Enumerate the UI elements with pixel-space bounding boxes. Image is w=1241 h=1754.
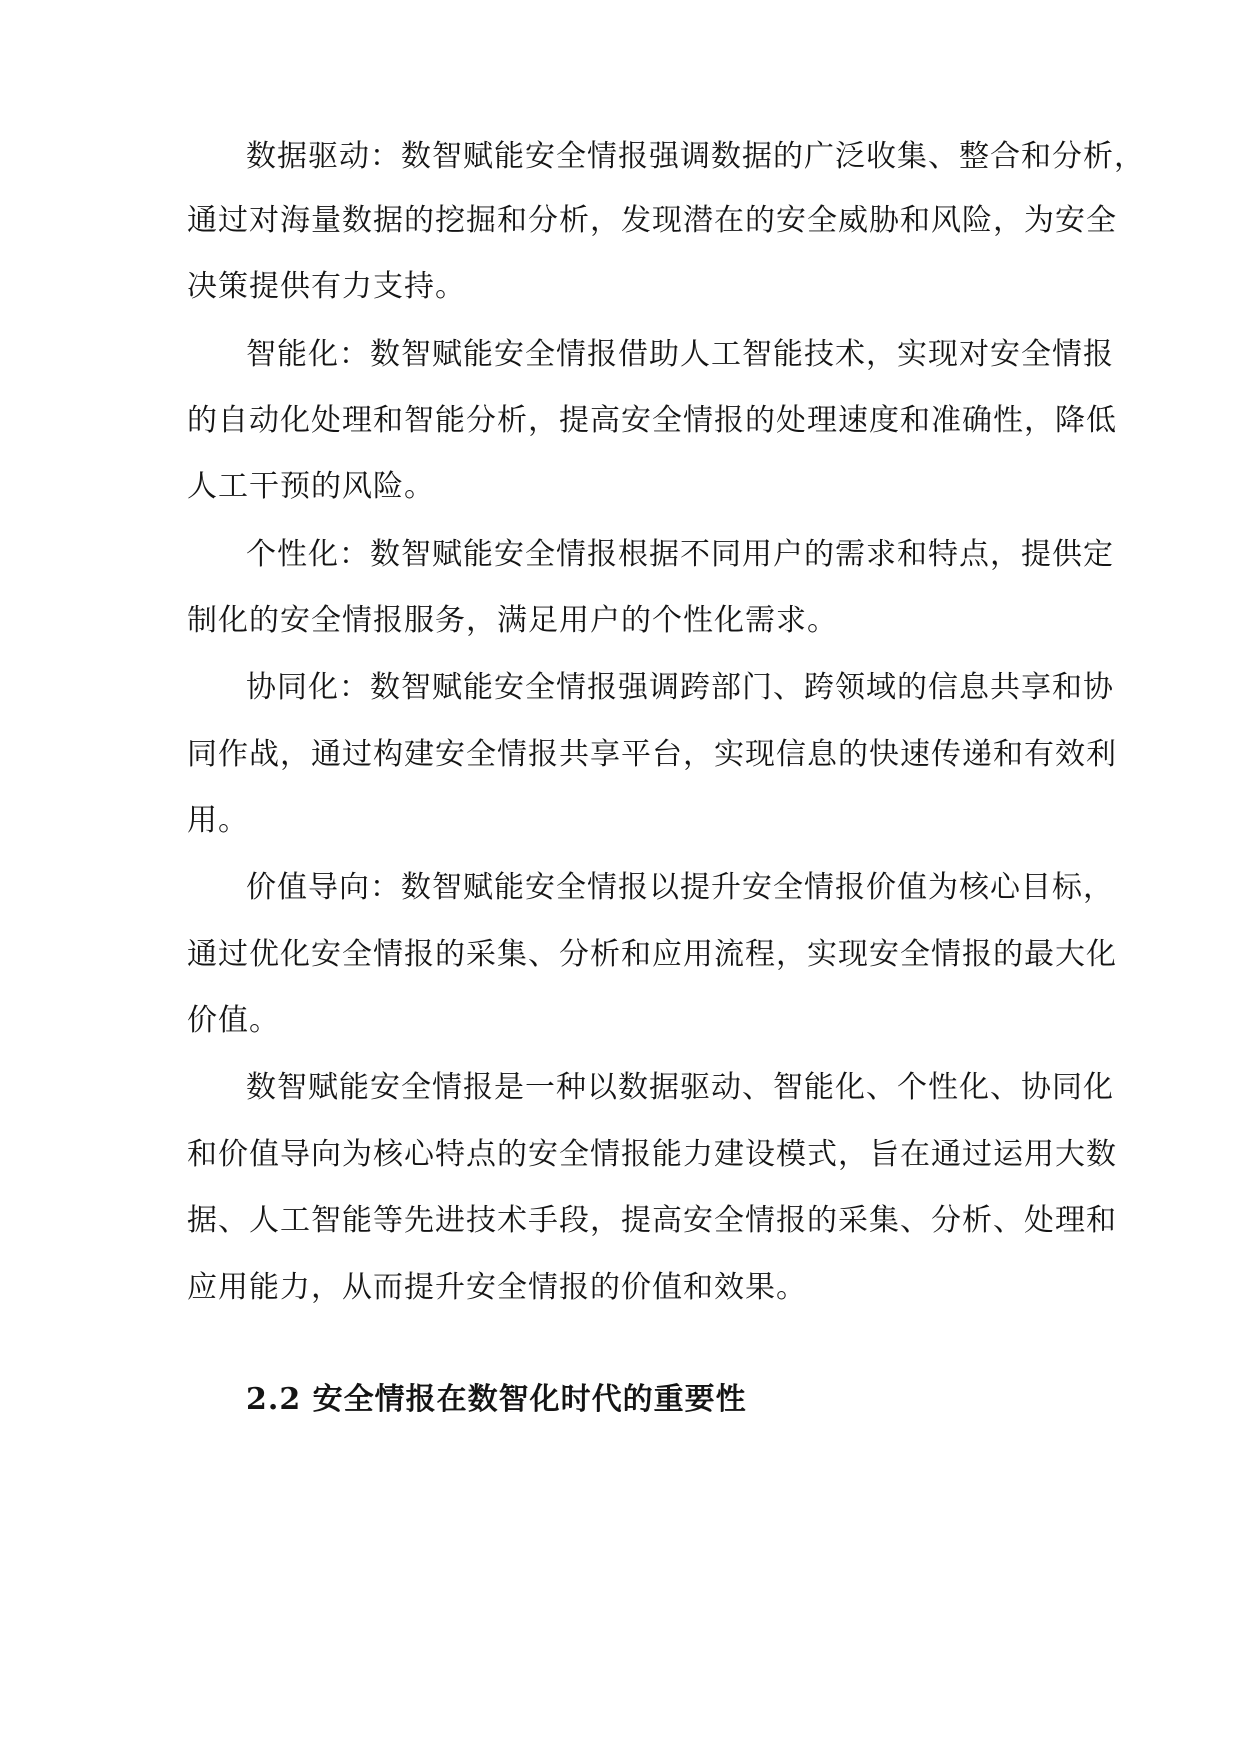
paragraph-data-driven-line-1: 数据驱动：数智赋能安全情报强调数据的广泛收集、整合和分析， bbox=[246, 139, 1145, 174]
paragraph-data-driven-line-3: 决策提供有力支持。 bbox=[187, 269, 466, 304]
paragraph-summary-line-2: 和价值导向为核心特点的安全情报能力建设模式，旨在通过运用大数 bbox=[187, 1137, 1117, 1172]
paragraph-value-oriented-line-2: 通过优化安全情报的采集、分析和应用流程，实现安全情报的最大化 bbox=[187, 937, 1117, 972]
paragraph-collaborative-line-1: 协同化：数智赋能安全情报强调跨部门、跨领域的信息共享和协 bbox=[246, 670, 1114, 705]
paragraph-summary-line-1: 数智赋能安全情报是一种以数据驱动、智能化、个性化、协同化 bbox=[246, 1070, 1114, 1105]
paragraph-intelligent-line-3: 人工干预的风险。 bbox=[187, 469, 435, 504]
paragraph-value-oriented-line-1: 价值导向：数智赋能安全情报以提升安全情报价值为核心目标， bbox=[246, 870, 1114, 905]
paragraph-personalized-line-1: 个性化：数智赋能安全情报根据不同用户的需求和特点，提供定 bbox=[246, 537, 1114, 572]
paragraph-summary-line-4: 应用能力，从而提升安全情报的价值和效果。 bbox=[187, 1270, 807, 1305]
paragraph-collaborative-line-2: 同作战，通过构建安全情报共享平台，实现信息的快速传递和有效利 bbox=[187, 737, 1117, 772]
paragraph-collaborative-line-3: 用。 bbox=[187, 803, 249, 838]
paragraph-summary-line-3: 据、人工智能等先进技术手段，提高安全情报的采集、分析、处理和 bbox=[187, 1203, 1117, 1238]
paragraph-intelligent-line-1: 智能化：数智赋能安全情报借助人工智能技术，实现对安全情报 bbox=[246, 337, 1114, 372]
section-heading: 2.2 安全情报在数智化时代的重要性 bbox=[246, 1382, 747, 1417]
paragraph-data-driven-line-2: 通过对海量数据的挖掘和分析，发现潜在的安全威胁和风险，为安全 bbox=[187, 203, 1117, 238]
paragraph-intelligent-line-2: 的自动化处理和智能分析，提高安全情报的处理速度和准确性，降低 bbox=[187, 403, 1117, 438]
paragraph-value-oriented-line-3: 价值。 bbox=[187, 1003, 280, 1038]
paragraph-personalized-line-2: 制化的安全情报服务，满足用户的个性化需求。 bbox=[187, 603, 838, 638]
